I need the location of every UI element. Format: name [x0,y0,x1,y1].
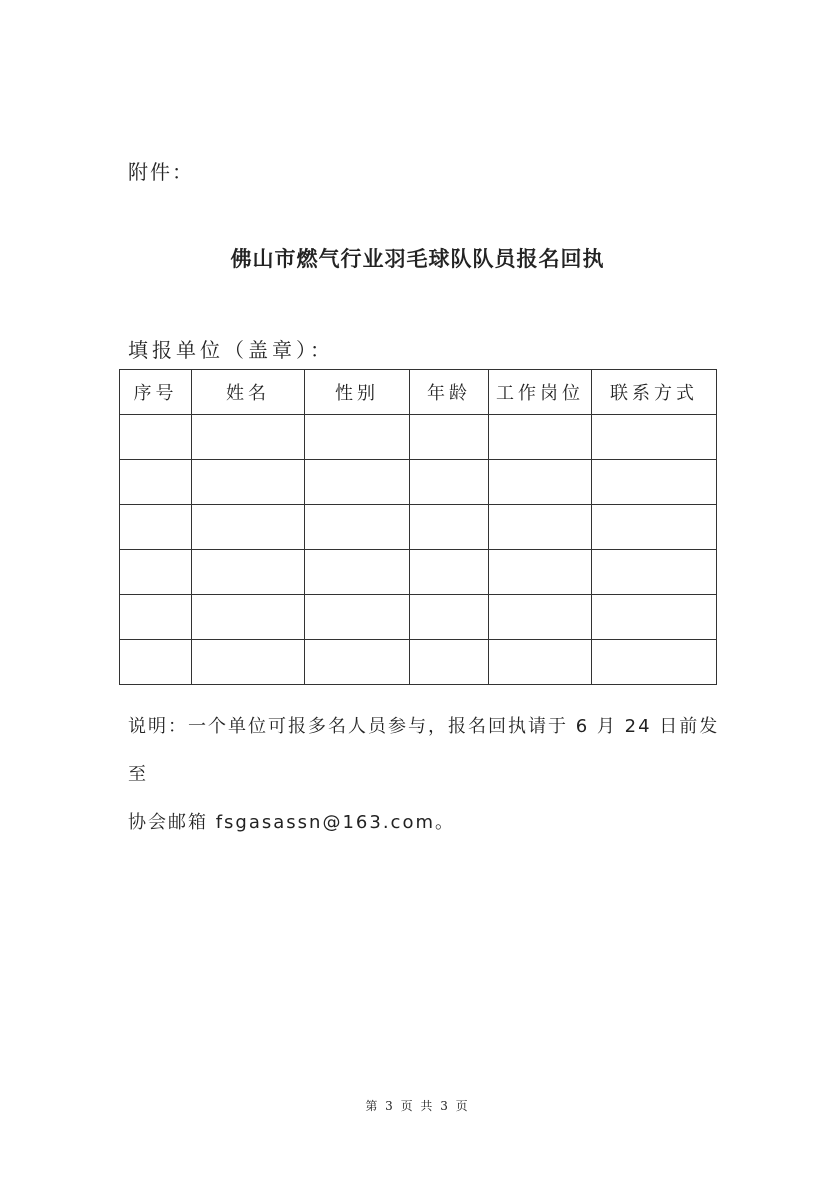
table-cell [592,640,717,685]
table-cell [120,550,192,595]
table-cell [192,595,305,640]
table-cell [489,640,592,685]
table-cell [410,415,489,460]
table-cell [410,505,489,550]
registration-table [119,369,717,685]
document-title: 佛山市燃气行业羽毛球队队员报名回执 [230,247,605,271]
table-cell [192,460,305,505]
table-cell [192,505,305,550]
note-line-1: 说明：一个单位可报多名人员参与，报名回执请于 6 月 24 日前发至 [128,716,720,785]
instruction-note [128,703,728,847]
table-cell [305,640,410,685]
header-contact: 联系方式 [592,370,717,415]
table-cell [192,415,305,460]
table-row [120,415,717,460]
page-footer: 第 3 页 共 3 页 [365,1099,470,1113]
table-cell [120,505,192,550]
header-position: 工作岗位 [489,370,592,415]
table-cell [489,595,592,640]
header-gender: 性别 [305,370,410,415]
table-cell [489,460,592,505]
table-cell [592,505,717,550]
table-body [120,415,717,685]
unit-label: 填报单位（盖章）： [128,338,334,362]
table-cell [192,640,305,685]
table-cell [305,460,410,505]
table-row [120,595,717,640]
table-cell [120,460,192,505]
table-row [120,460,717,505]
table-cell [120,595,192,640]
table-cell [592,550,717,595]
header-name: 姓名 [192,370,305,415]
table-cell [305,595,410,640]
table-cell [489,415,592,460]
table-row [120,640,717,685]
table-row [120,550,717,595]
table-cell [120,640,192,685]
note-line-2: 协会邮箱 fsgasassn@163.com。 [128,812,455,833]
table-cell [489,550,592,595]
table-cell [305,505,410,550]
table-cell [410,640,489,685]
attachment-label: 附件： [128,160,194,184]
table-row [120,505,717,550]
table-cell [410,595,489,640]
table-cell [305,550,410,595]
table-cell [489,505,592,550]
table-cell [592,415,717,460]
table-cell [120,415,192,460]
table-cell [410,550,489,595]
table-header-row [120,370,717,415]
table-cell [592,595,717,640]
table-cell [410,460,489,505]
header-age: 年龄 [410,370,489,415]
table-cell [592,460,717,505]
header-serial: 序号 [120,370,192,415]
table-cell [305,415,410,460]
table-cell [192,550,305,595]
